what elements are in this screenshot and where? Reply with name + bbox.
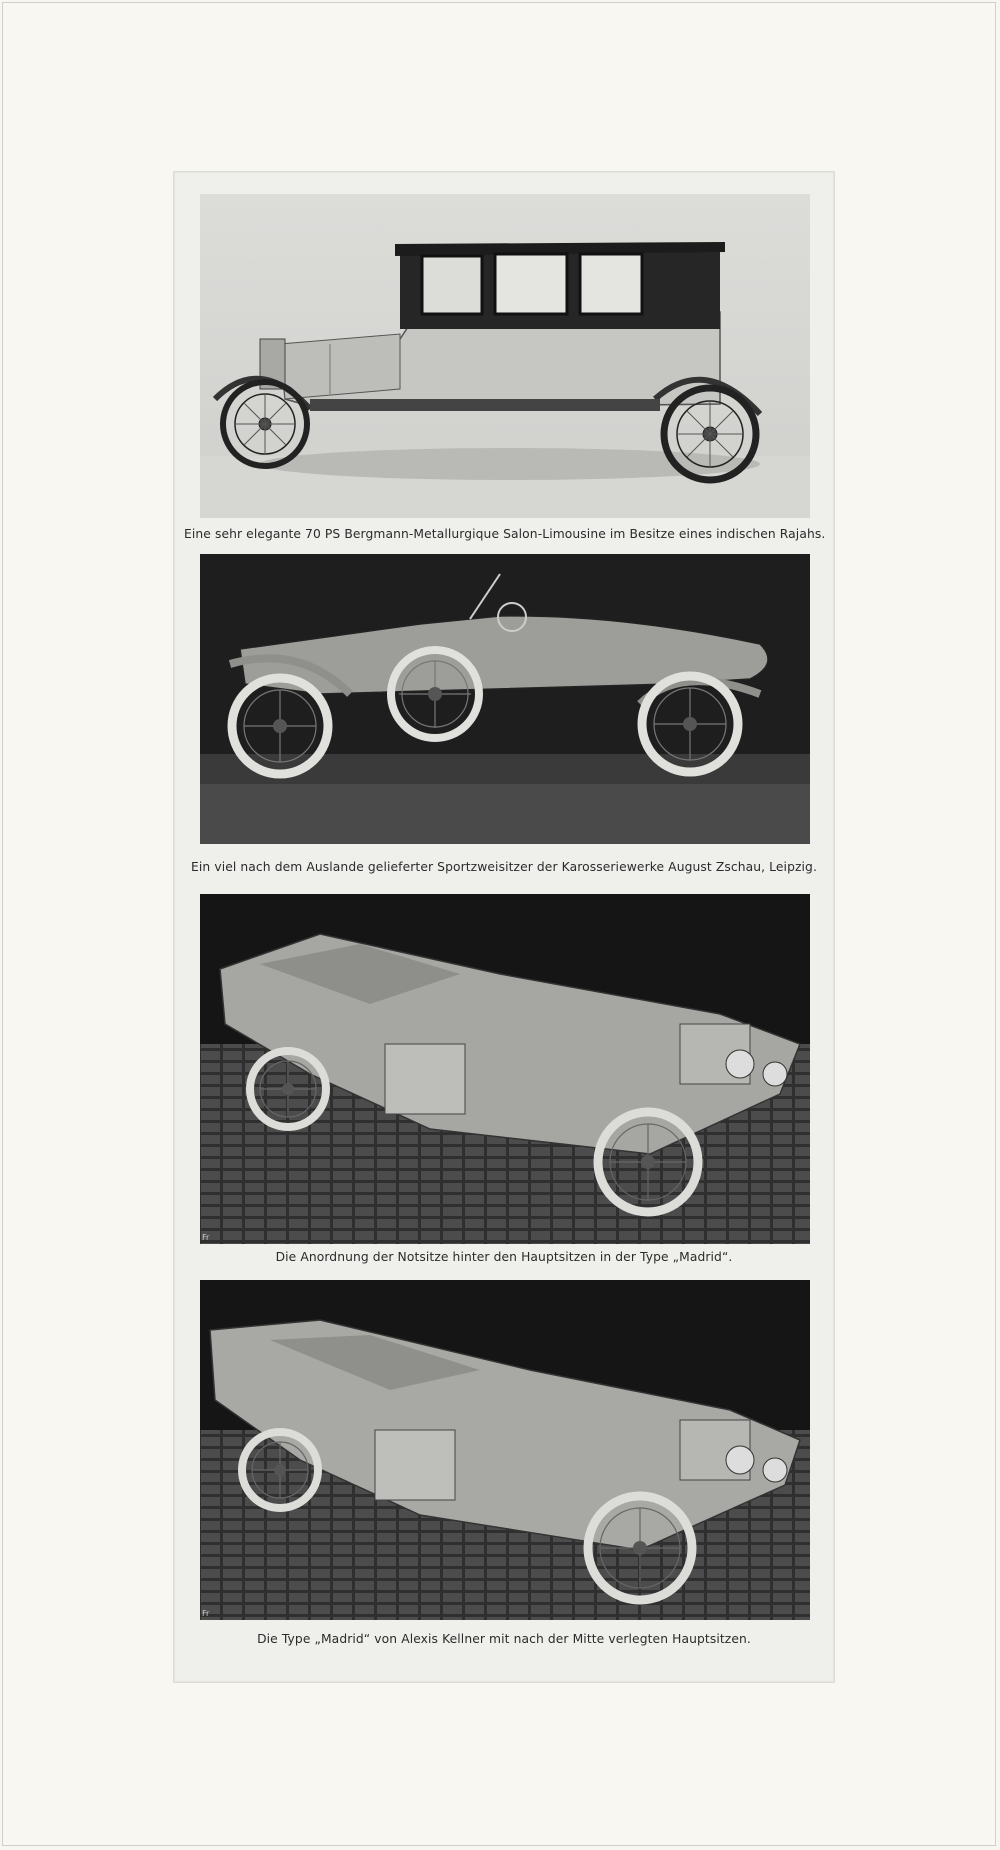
engraver-mark: Fr: [202, 1233, 210, 1242]
engraver-mark: Fr: [202, 1609, 210, 1618]
photo-madrid-kellner: [200, 1280, 810, 1620]
photo-sport-two-seater: [200, 554, 810, 844]
print-sheet: [173, 171, 835, 1683]
caption-limousine: Eine sehr elegante 70 PS Bergmann-Metallurgique Salon-Limousine im Besitze eines indischen Rajahs.: [184, 527, 826, 541]
caption-madrid-kellner: Die Type „Madrid“ von Alexis Kellner mit nach der Mitte verlegten Hauptsitzen.: [257, 1632, 751, 1646]
caption-madrid-rear-seats: Die Anordnung der Notsitze hinter den Hauptsitzen in der Type „Madrid“.: [275, 1250, 733, 1264]
passepartout-mat: [2, 2, 996, 1846]
photo-madrid-rear-seats: [200, 894, 810, 1244]
photo-limousine: [200, 194, 810, 518]
caption-sport-two-seater: Ein viel nach dem Auslande gelieferter Sportzweisitzer der Karosseriewerke August Zschau, Leipzig.: [191, 860, 817, 874]
